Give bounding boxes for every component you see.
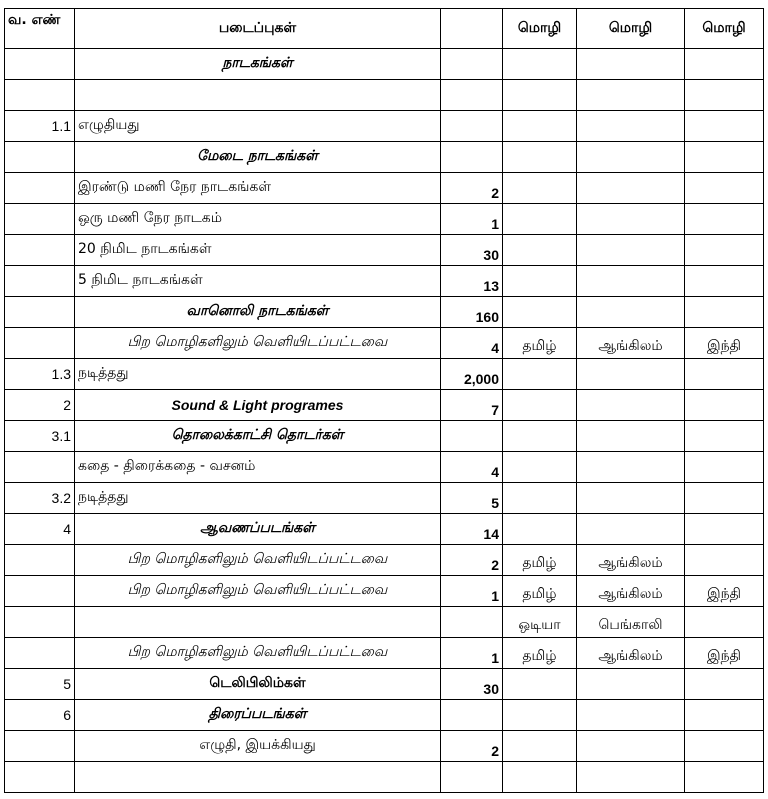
count-cell: 2 (441, 731, 503, 762)
serial-number-cell (5, 266, 75, 297)
table-row (5, 235, 764, 266)
serial-number-cell (5, 545, 75, 576)
serial-number-cell (5, 576, 75, 607)
serial-number-cell (5, 328, 75, 359)
table-row (5, 49, 764, 80)
table-row (5, 638, 764, 669)
work-title-cell (75, 762, 441, 793)
serial-number-cell: 5 (5, 669, 75, 700)
table-row (5, 390, 764, 421)
language-cell-1 (503, 359, 577, 390)
work-title-cell: 20 நிமிட நாடகங்கள் (75, 235, 441, 266)
language-cell-3 (685, 173, 764, 204)
table-row (5, 111, 764, 142)
count-cell: 2 (441, 173, 503, 204)
work-title-cell: மேடை நாடகங்கள் (75, 142, 441, 173)
language-cell-1: தமிழ் (503, 638, 577, 669)
language-cell-1 (503, 297, 577, 328)
language-header-3: மொழி (685, 9, 764, 49)
table-row (5, 204, 764, 235)
language-cell-2: ஆங்கிலம் (577, 328, 685, 359)
table-row (5, 762, 764, 793)
table-row (5, 297, 764, 328)
language-cell-2 (577, 142, 685, 173)
table-row (5, 452, 764, 483)
language-cell-1 (503, 111, 577, 142)
table-row (5, 328, 764, 359)
language-cell-1 (503, 762, 577, 793)
language-cell-1 (503, 49, 577, 80)
language-cell-3 (685, 266, 764, 297)
serial-number-cell (5, 452, 75, 483)
serial-number-cell (5, 297, 75, 328)
work-title-cell: பிற மொழிகளிலும் வெளியிடப்பட்டவை (75, 576, 441, 607)
work-title-cell: எழுதி, இயக்கியது (75, 731, 441, 762)
language-cell-3 (685, 80, 764, 111)
language-cell-2 (577, 204, 685, 235)
work-title-cell (75, 80, 441, 111)
table-row (5, 545, 764, 576)
language-header-2: மொழி (577, 9, 685, 49)
table-row (5, 266, 764, 297)
work-title-cell: இரண்டு மணி நேர நாடகங்கள் (75, 173, 441, 204)
language-cell-1 (503, 173, 577, 204)
work-title-cell: பிற மொழிகளிலும் வெளியிடப்பட்டவை (75, 545, 441, 576)
language-cell-3 (685, 762, 764, 793)
serial-number-cell (5, 142, 75, 173)
work-title-cell: 5 நிமிட நாடகங்கள் (75, 266, 441, 297)
language-cell-1 (503, 390, 577, 421)
language-cell-2 (577, 762, 685, 793)
count-cell: 2 (441, 545, 503, 576)
language-cell-3 (685, 700, 764, 731)
language-cell-2: ஆங்கிலம் (577, 638, 685, 669)
work-title-cell: Sound & Light programes (75, 390, 441, 421)
language-cell-3 (685, 483, 764, 514)
language-cell-1: ஒடியா (503, 607, 577, 638)
count-cell (441, 421, 503, 452)
language-cell-1 (503, 731, 577, 762)
language-cell-3 (685, 297, 764, 328)
works-table (4, 8, 764, 793)
count-cell (441, 700, 503, 731)
language-cell-3 (685, 669, 764, 700)
language-cell-1: தமிழ் (503, 576, 577, 607)
language-cell-2 (577, 359, 685, 390)
language-cell-3 (685, 111, 764, 142)
work-title-cell: தொலைக்காட்சி தொடர்கள் (75, 421, 441, 452)
header-row (5, 9, 764, 49)
count-cell (441, 80, 503, 111)
work-title-cell: பிற மொழிகளிலும் வெளியிடப்பட்டவை (75, 638, 441, 669)
serial-number-cell: 3.1 (5, 421, 75, 452)
table-row (5, 607, 764, 638)
language-cell-1 (503, 669, 577, 700)
language-cell-1 (503, 483, 577, 514)
serial-number-cell: 1.1 (5, 111, 75, 142)
table-row (5, 142, 764, 173)
table-row (5, 514, 764, 545)
count-cell: 4 (441, 328, 503, 359)
language-cell-2 (577, 483, 685, 514)
language-cell-1: தமிழ் (503, 328, 577, 359)
count-cell (441, 111, 503, 142)
language-cell-2 (577, 266, 685, 297)
language-cell-1 (503, 142, 577, 173)
count-cell: 2,000 (441, 359, 503, 390)
language-cell-3 (685, 390, 764, 421)
language-cell-1: தமிழ் (503, 545, 577, 576)
language-cell-2: பெங்காலி (577, 607, 685, 638)
serial-number-cell (5, 607, 75, 638)
language-cell-2 (577, 669, 685, 700)
language-cell-3 (685, 142, 764, 173)
work-title-cell: நாடகங்கள் (75, 49, 441, 80)
language-cell-2: ஆங்கிலம் (577, 545, 685, 576)
language-cell-3: இந்தி (685, 328, 764, 359)
count-cell: 14 (441, 514, 503, 545)
language-cell-1 (503, 80, 577, 111)
count-cell: 1 (441, 576, 503, 607)
count-cell (441, 607, 503, 638)
language-cell-1 (503, 204, 577, 235)
language-cell-1 (503, 514, 577, 545)
count-cell: 13 (441, 266, 503, 297)
work-title-cell: ஒரு மணி நேர நாடகம் (75, 204, 441, 235)
table-row (5, 173, 764, 204)
table-row (5, 576, 764, 607)
work-title-cell: ஆவணப்படங்கள் (75, 514, 441, 545)
table-row (5, 731, 764, 762)
work-title-cell: வானொலி நாடகங்கள் (75, 297, 441, 328)
count-cell: 1 (441, 204, 503, 235)
language-cell-3 (685, 545, 764, 576)
count-cell (441, 49, 503, 80)
count-cell: 4 (441, 452, 503, 483)
language-cell-3: இந்தி (685, 638, 764, 669)
count-header (441, 9, 503, 49)
serial-number-cell (5, 80, 75, 111)
language-cell-3 (685, 204, 764, 235)
language-header-1: மொழி (503, 9, 577, 49)
serial-number-cell (5, 49, 75, 80)
language-cell-2 (577, 514, 685, 545)
work-title-cell: எழுதியது (75, 111, 441, 142)
table-row (5, 80, 764, 111)
language-cell-1 (503, 700, 577, 731)
serial-number-cell: 1.3 (5, 359, 75, 390)
work-title-cell: டெலிபிலிம்கள் (75, 669, 441, 700)
language-cell-2 (577, 173, 685, 204)
serial-number-cell (5, 762, 75, 793)
language-cell-3 (685, 235, 764, 266)
language-cell-3: இந்தி (685, 576, 764, 607)
table-row (5, 483, 764, 514)
language-cell-2 (577, 297, 685, 328)
language-cell-1 (503, 266, 577, 297)
language-cell-3 (685, 421, 764, 452)
count-cell: 5 (441, 483, 503, 514)
table-row (5, 700, 764, 731)
count-cell: 30 (441, 669, 503, 700)
language-cell-3 (685, 607, 764, 638)
language-cell-1 (503, 235, 577, 266)
language-cell-2 (577, 421, 685, 452)
language-cell-3 (685, 452, 764, 483)
language-cell-2 (577, 700, 685, 731)
language-cell-2 (577, 235, 685, 266)
work-title-cell (75, 607, 441, 638)
work-title-cell: நடித்தது (75, 359, 441, 390)
serial-number-cell: 3.2 (5, 483, 75, 514)
serial-number-cell (5, 173, 75, 204)
language-cell-1 (503, 421, 577, 452)
language-cell-2 (577, 111, 685, 142)
works-header: படைப்புகள் (75, 9, 441, 49)
serial-number-cell (5, 235, 75, 266)
work-title-cell: திரைப்படங்கள் (75, 700, 441, 731)
serial-number-cell: 4 (5, 514, 75, 545)
count-cell (441, 142, 503, 173)
language-cell-3 (685, 359, 764, 390)
count-cell: 160 (441, 297, 503, 328)
serial-header: வ. எண் (5, 9, 75, 49)
work-title-cell: நடித்தது (75, 483, 441, 514)
language-cell-1 (503, 452, 577, 483)
language-cell-2 (577, 731, 685, 762)
language-cell-2 (577, 49, 685, 80)
serial-number-cell (5, 638, 75, 669)
language-cell-3 (685, 731, 764, 762)
table-row (5, 421, 764, 452)
language-cell-2 (577, 452, 685, 483)
serial-number-cell (5, 731, 75, 762)
language-cell-3 (685, 49, 764, 80)
language-cell-3 (685, 514, 764, 545)
serial-number-cell: 2 (5, 390, 75, 421)
work-title-cell: பிற மொழிகளிலும் வெளியிடப்பட்டவை (75, 328, 441, 359)
count-cell: 1 (441, 638, 503, 669)
count-cell: 7 (441, 390, 503, 421)
serial-number-cell (5, 204, 75, 235)
language-cell-2 (577, 390, 685, 421)
table-row (5, 359, 764, 390)
table-row (5, 669, 764, 700)
language-cell-2: ஆங்கிலம் (577, 576, 685, 607)
work-title-cell: கதை - திரைக்கதை - வசனம் (75, 452, 441, 483)
count-cell (441, 762, 503, 793)
count-cell: 30 (441, 235, 503, 266)
serial-number-cell: 6 (5, 700, 75, 731)
language-cell-2 (577, 80, 685, 111)
